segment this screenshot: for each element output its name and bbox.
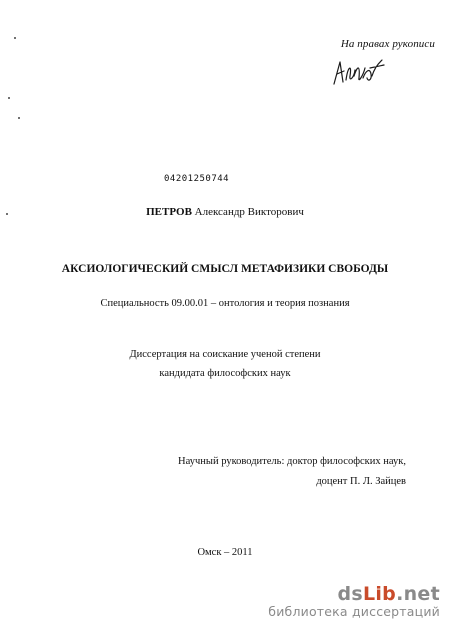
degree-line-2: кандидата философских наук: [159, 368, 291, 379]
watermark: [268, 583, 440, 619]
watermark-logo: [268, 583, 440, 605]
degree-line-1: Диссертация на соискание ученой степени: [129, 349, 321, 360]
document-number: 04201250744: [164, 174, 230, 184]
supervisor-line-2: доцент П. Л. Зайцев: [316, 476, 406, 487]
dissertation-title: АКСИОЛОГИЧЕСКИЙ СМЫСЛ МЕТАФИЗИКИ СВОБОДЫ: [61, 263, 389, 275]
city-year: Омск – 2011: [197, 547, 253, 558]
handwritten-signature: [330, 56, 386, 88]
watermark-tagline: библиотека диссертаций: [268, 604, 440, 619]
watermark-logo-part: Lib: [362, 583, 397, 605]
author-surname: ПЕТРОВ: [146, 206, 192, 218]
scan-speck: [18, 117, 20, 119]
scan-speck: [14, 37, 16, 39]
supervisor-line-1: Научный руководитель: доктор философских наук,: [178, 456, 406, 467]
watermark-logo-part: ds: [337, 583, 363, 605]
scan-speck: [8, 97, 10, 99]
author-name: [0, 206, 450, 218]
manuscript-note: На правах рукописи: [340, 38, 435, 50]
author-given-names: Александр Викторович: [194, 206, 304, 218]
specialty-line: Специальность 09.00.01 – онтология и теория познания: [100, 298, 350, 309]
watermark-logo-part: .net: [396, 583, 440, 605]
